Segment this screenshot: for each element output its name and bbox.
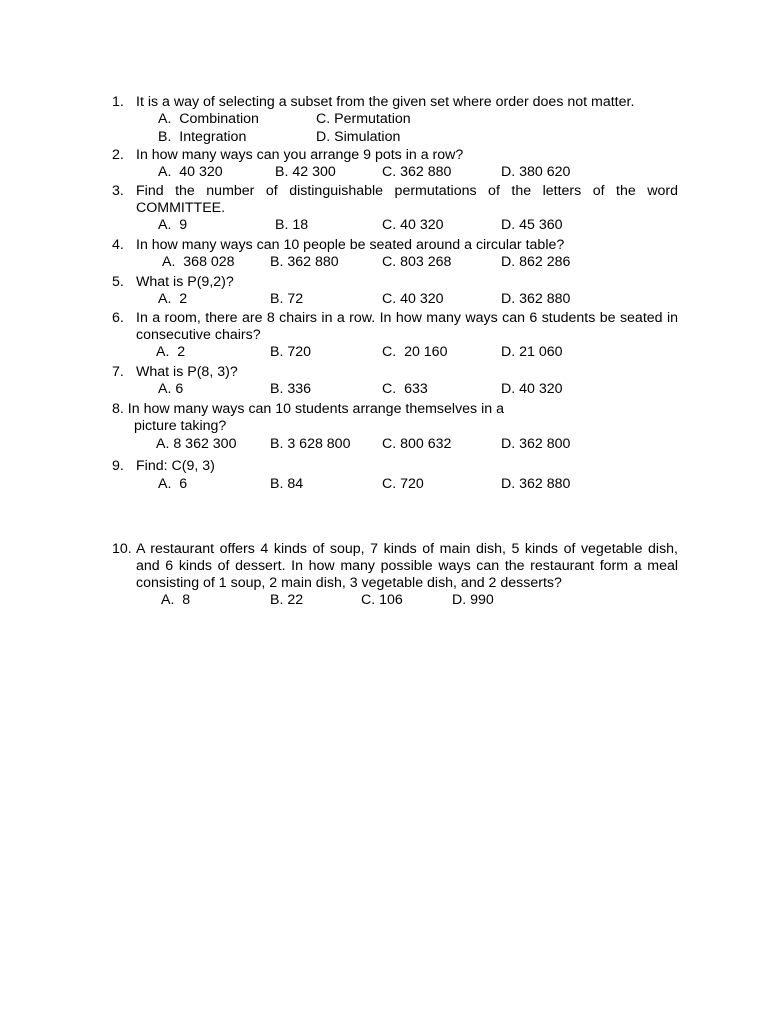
question-number: 5. — [112, 274, 124, 290]
option-a: A. 40 320 — [158, 164, 223, 180]
option-d: D. 362 800 — [501, 436, 571, 452]
option-a: A. 9 — [158, 217, 188, 233]
option-a: A. 2 — [158, 291, 188, 307]
question-6 — [112, 310, 678, 362]
option-row — [112, 381, 678, 399]
option-a: A. Combination — [158, 111, 259, 127]
option-row — [112, 254, 678, 272]
option-d: D. 380 620 — [501, 164, 571, 180]
option-row — [112, 217, 678, 235]
option-row — [112, 291, 678, 309]
option-a: A. 8 362 300 — [156, 436, 237, 452]
question-text: In a room, there are 8 chairs in a row. In how many ways can 6 students be seated in consecutive chairs? — [136, 310, 678, 343]
question-text: Find: C(9, 3) — [136, 458, 215, 474]
option-b: B. 84 — [270, 476, 304, 492]
option-row — [112, 111, 678, 129]
question-1 — [112, 94, 678, 147]
option-d: D. 40 320 — [501, 381, 563, 397]
option-c: C. 633 — [382, 381, 428, 397]
option-a: A. 6 — [158, 476, 188, 492]
question-number: 1. — [112, 94, 124, 110]
question-text: In how many ways can you arrange 9 pots in a row? — [136, 147, 464, 163]
option-c: C. 803 268 — [382, 254, 452, 270]
option-row — [112, 129, 678, 147]
question-number: 6. — [112, 310, 124, 326]
question-number: 7. — [112, 364, 124, 380]
question-8 — [112, 401, 678, 454]
question-number: 4. — [112, 237, 124, 253]
question-text: What is P(8, 3)? — [136, 364, 238, 380]
option-d: D. 362 880 — [501, 476, 571, 492]
option-b: B. 18 — [275, 217, 309, 233]
question-8-line-1 — [112, 401, 678, 418]
option-b: B. 336 — [270, 381, 312, 397]
option-d: D. 21 060 — [501, 344, 563, 360]
question-number: 8. — [112, 401, 124, 417]
question-3 — [112, 183, 678, 235]
question-number: 2. — [112, 147, 124, 163]
option-row — [112, 436, 678, 454]
question-text: Find the number of distinguishable permutations of the letters of the word COMMITTEE. — [136, 183, 678, 216]
option-c: C. 106 — [361, 592, 403, 608]
question-9 — [112, 458, 678, 494]
question-text-continued: picture taking? — [134, 418, 227, 434]
option-b: B. 362 880 — [270, 254, 339, 270]
option-c: C. 20 160 — [382, 344, 448, 360]
question-text: A restaurant offers 4 kinds of soup, 7 kinds of main dish, 5 kinds of vegetable dish, and 6 kinds of dessert. In how many possible ways can the restaurant form a meal consisting of 1 soup, 2 main dish, 3 vegetable dish, and 2 desserts? — [136, 541, 678, 591]
option-b: B. 22 — [270, 592, 304, 608]
option-c: C. 720 — [382, 476, 424, 492]
option-row — [112, 592, 678, 610]
option-b: B. 42 300 — [275, 164, 336, 180]
option-b: B. Integration — [158, 129, 247, 145]
option-c: C. 800 632 — [382, 436, 452, 452]
question-5 — [112, 274, 678, 309]
question-number: 3. — [112, 183, 124, 199]
question-number: 10. — [112, 541, 132, 557]
option-d: D. 362 880 — [501, 291, 571, 307]
question-text: In how many ways can 10 people be seated around a circular table? — [136, 237, 565, 253]
option-b: B. 3 628 800 — [270, 436, 351, 452]
option-c: C. Permutation — [316, 111, 411, 127]
option-c: C. 40 320 — [382, 291, 444, 307]
question-text: It is a way of selecting a subset from the given set where order does not matter. — [136, 94, 635, 110]
option-a: A. 8 — [161, 592, 191, 608]
option-d: D. 990 — [452, 592, 494, 608]
question-text: In how many ways can 10 students arrange themselves in a — [127, 401, 504, 417]
question-7 — [112, 364, 678, 399]
option-row — [112, 476, 678, 494]
option-d: D. Simulation — [316, 129, 401, 145]
question-2 — [112, 147, 678, 182]
option-row — [112, 344, 678, 362]
question-number: 9. — [112, 458, 124, 474]
option-c: C. 362 880 — [382, 164, 452, 180]
option-d: D. 45 360 — [501, 217, 563, 233]
option-c: C. 40 320 — [382, 217, 444, 233]
question-10 — [112, 541, 678, 610]
option-row — [112, 164, 678, 182]
option-d: D. 862 286 — [501, 254, 571, 270]
option-a: A. 6 — [158, 381, 184, 397]
question-text: What is P(9,2)? — [136, 274, 234, 290]
option-a: A. 2 — [156, 344, 186, 360]
option-b: B. 72 — [270, 291, 304, 307]
option-b: B. 720 — [270, 344, 312, 360]
option-a: A. 368 028 — [162, 254, 235, 270]
question-4 — [112, 237, 678, 272]
